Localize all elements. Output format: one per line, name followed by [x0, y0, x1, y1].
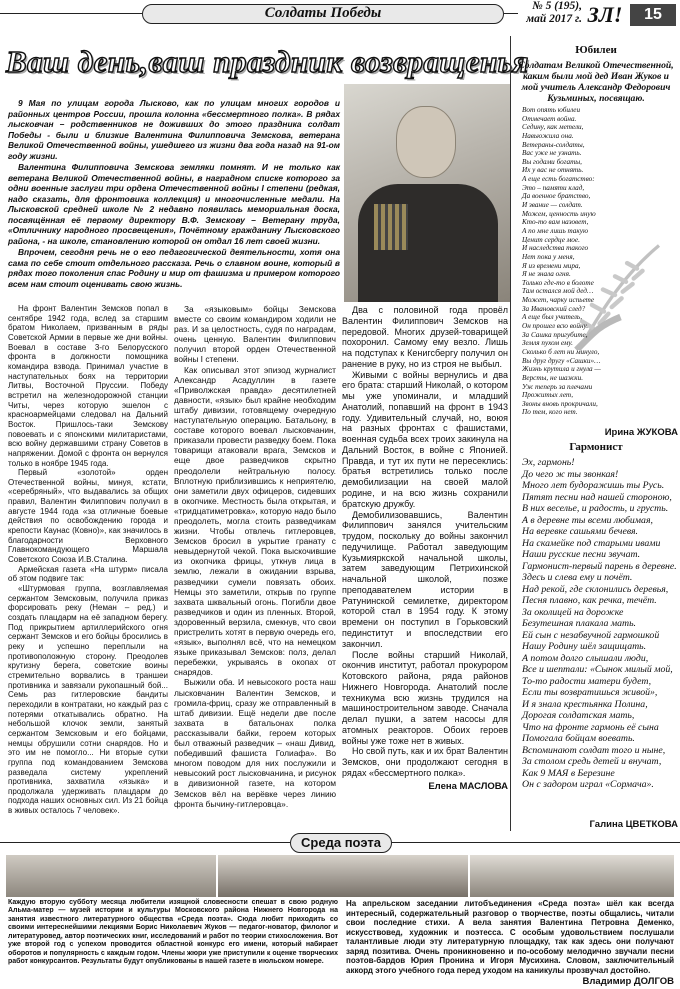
poem-dedication: Солдатам Великой Отечественной, каким были мой дед Иван Жуков и мой учитель Александр Федорович Кузьминых, посвящаю.: [518, 60, 674, 104]
body-paragraph: После войны старший Николай, окончив институт, работал прокурором Котовского района, ряда районов Нижнего Новгорода. Анатолий после техникума всю жизнь трудился на машиностроительном заводе. Сначала делал пушки, а затем насосы для атомных реакторов. Обоих героев войны уже тоже нет в живых.: [342, 649, 508, 746]
poem-jubilee: [522, 106, 678, 417]
poem-line: Ценит сердце мое.: [522, 235, 580, 244]
poem-garmonist: [522, 457, 678, 791]
poem-line: Песня плавно, как речка, течёт.: [522, 595, 657, 606]
poem-line: Седину, как метели,: [522, 123, 584, 132]
poem-line: Много лет будоражишь ты Русь.: [522, 480, 665, 491]
body-paragraph: «Штурмовая группа, возглавляемая сержантом Земсковым, получила приказ форсировать реку (Неман – ред.) и создать плацдарм на её западном берегу. Под прикрытием артиллерийского огня сержант Земсков и его бойцы бросились в реку и успешно переплыли на противоположную сторону. Преодолев крутизну берега, советские воины стремительно ворвались в траншеи противника и завязали рукопашный бой... Семь раз гитлеровские бандиты переходили в контратаки, но каждый раз с потерями откатывались обратно. На небольшой клочок земли, занятый сержантом Земсковым и его бойцами, немцы обрушили сотни снарядов. Но и это им не помогло... Ни вторые сутки группа под командованием Земскова разведала систему укреплений противника, захватила «языка» и продолжала удерживать плацдарм до подхода наших основных сил. Из 21 бойца в живых осталось 7 человек».: [8, 584, 168, 816]
poem-line: Может, чарку испьете: [522, 296, 595, 305]
poem-line: Да военное братство,: [522, 192, 591, 201]
poem-line: А потом долго слышали люди,: [522, 652, 649, 664]
poem-line: На скамейке под старыми ивами: [522, 537, 661, 549]
poem-line: До чего ж ты звонкая!: [522, 468, 619, 480]
article-lead: [8, 98, 340, 290]
poem-line: Над рекой, где склонились деревья,: [522, 583, 669, 595]
poem-line: Там остался мой дед…: [522, 287, 594, 296]
caption-right: На апрельском заседании литобъединения «Среда поэта» шёл как всегда интересный, содержательный разговор о творчестве, поэты общались, читали свои последние стихи. А вела занятия Валентина Петровна Деменко, искусствовед, художник и поэтесса. С особым удовольствием послушали талантливые люди эту литературную площадку, так как здесь они получают заряд позитива. Очень проникновенно и по-особому мелодично звучали песни поэтов-бардов Юрия Пронина и Игоря Мусихина. Словом, заключительный аккорд этого учебного года перед уходом на каникулы прозвучал достойно.: [346, 899, 674, 975]
poem-line: Сколько б лет ни минуло,: [522, 347, 600, 356]
poem-line: На веревке сашьями бечевя.: [522, 526, 638, 537]
poem-line: Что на фронте гармонь её сына: [522, 721, 659, 733]
article-author: Елена МАСЛОВА: [428, 780, 508, 792]
poem-author-zhukova: Ирина ЖУКОВА: [604, 427, 678, 438]
body-paragraph: На фронт Валентин Земсков попал в сентябре 1942 года, вслед за старшим братом Николаем, призванным в ряды Советской Армии в первые же дни войны. Воевал в составе 3-го Белорусского фронта в должности помощника командира взвода. Принимал участие в наступательных боях на территории Литвы, Восточной Пруссии. Победу встретил на железнодорожной станции Читы, через которую эшелон с красноармейцами следовал на Дальний Восток. Пришлось-таки Земскову повоевать и с японскими милитаристами, всю войну державшими страну Советов в напряжении. Домой с фронта он вернулся только в ноябре 1945 года.: [8, 304, 168, 468]
poem-line: Вспоминают солдат того и ныне,: [522, 744, 666, 756]
poem-line: За Ивановский след?: [522, 304, 586, 313]
poem-line: Нашу Родину шёл защищать.: [522, 641, 647, 652]
poem-line: Вы годами богаты,: [522, 157, 582, 166]
poem-line: Навьюжила она.: [522, 131, 574, 140]
poem-line: А по мне лишь такую: [522, 226, 589, 235]
poem-title-jubilee: Юбилеи: [575, 44, 617, 56]
poem-line: Все и шептали: «Сынок милый мой,: [522, 664, 673, 675]
poem-title-garmonist: Гармонист: [569, 441, 623, 453]
poem-line: Версты, не шажки.: [522, 373, 584, 382]
poem-line: И наследства такого: [522, 244, 589, 253]
body-paragraph: Живыми с войны вернулись и два его брата: старший Николай, о котором мы уже упоминали, и младший Анатолий, попавший на фронт в 1943 году. Удивительный случай, но, воюя на разных фронтах с фашистами, военная судьба всех троих закинула на Дальний Восток, в войне с Японией. Правда, и тут их пути не пересеклись: братья встретились только после демобилизации на своей малой родине, и на всю жизнь сохранили братскую дружбу.: [342, 369, 508, 509]
issue-number: № 5 (195),: [532, 0, 582, 12]
body-paragraph: Выжили оба. И невысокого роста наш лысковчанин Валентин Земсков, и громила-фриц, сразу же отправленный в штаб дивизии. Ещё недели две после захвата в батальонах полка рассказывали байки, героем которых был отважный разведчик – «наш Дивид, победивший фашиста Голиафа». Во многом поводом для них послужили и невысокий рост лысковчанина, и рисунок в дивизионной газете, на котором Земсков вёл на верёвке через линию фронта бычину-гитлеровца».: [174, 677, 336, 809]
lead-paragraph: Впрочем, сегодня речь не о его педагогической деятельности, хотя она сама по себе стоит отдельного рассказа. Речь о славном воине, который в рядах того поколения спас Родину и мир от фашизма и примером которого всем нам стоит оценивать свою жизнь.: [8, 247, 340, 289]
band-rule-left: [0, 842, 290, 843]
poem-line: Жизнь крутила и гнула —: [522, 365, 601, 374]
caption-left: Каждую вторую субботу месяца любители изящной словесности спешат в свою родную Альма-матер — музей истории и культуры Московского района Нижнего Новгорода на занятия известного литературного общества «Среда поэта». Сюда любит приходить со своими интереснейшими лекциями Борис Николаевич Жуков — педагог-новатор, филолог и литературовед, автор поэтических книг, исследований и работ по теории стихосложения. Вот уже второй год с успехом проводится областной конкурс его имени, который набирает оборотов и популярность с каждым годом. Члены жюри уже приступили к оценке творческих работ конкурсантов. Результаты будут опубликованы в нашей газете в июльском номере.: [8, 899, 338, 966]
poem-line: Только где-то в болоте: [522, 278, 594, 287]
photo-face: [396, 106, 456, 178]
poem-line: Звоны вновь прокричали,: [522, 399, 598, 408]
band-rule-right: [392, 842, 680, 843]
poem-line: В них веселье, и радость, и грусть.: [522, 503, 669, 514]
poem-line: Он прошел всю войну.: [522, 322, 589, 331]
poem-line: Отмечает война.: [522, 114, 577, 123]
veteran-portrait-photo: [344, 84, 510, 302]
poem-line: Их у вас не отнять.: [522, 166, 584, 175]
article-column-2: [174, 304, 336, 809]
issue-date: май 2017 г.: [526, 13, 582, 25]
poem-line: Кто-то вам назовет,: [522, 218, 589, 227]
page-header: [0, 0, 680, 30]
poem-line: Помогала бойцам воевать.: [522, 733, 635, 744]
poem-line: Гармонист-первый парень в деревне.: [522, 560, 677, 572]
poem-line: Прожитых лет,: [522, 391, 574, 400]
poem-line: Безутешная плакала мать.: [522, 618, 636, 629]
poem-line: За околицей на дорожке: [522, 606, 624, 618]
section-title: Солдаты Победы: [142, 4, 504, 24]
poem-line: Если ты возвратишься живой»,: [522, 687, 658, 698]
poem-line: Я из времени мира,: [522, 261, 581, 270]
collage-photo-audience: [6, 855, 216, 897]
body-paragraph: За «языковым» бойцы Земскова вместе со своим командиром ходили не раз. И за целостность, судя по наградам, очень ценную. Валентин Филиппович получил второй орден Отечественной войны I степени.: [174, 304, 336, 365]
article-column-1: [8, 304, 168, 816]
article-headline: Ваш день,ваш праздник возвращенья: [6, 44, 529, 79]
header-rule-right: [504, 13, 518, 14]
poem-line: Ей сын с незабвучной гармошкой: [522, 629, 660, 641]
sreda-author: Владимир ДОЛГОВ: [582, 976, 674, 987]
poem-line: По тем, кого нет.: [522, 408, 578, 417]
poem-line: Вас уже не узнать.: [522, 149, 582, 158]
poem-line: А еще есть богатство:: [522, 175, 595, 184]
sreda-section-title: Среда поэта: [290, 833, 392, 853]
body-paragraph: Как описывал этот эпизод журналист Александр Асадуллин в газете «Приволжская правда» десятилетней давности, «язык» был крайне необходим штабу дивизии, готовящему очередную наступательную операцию. Батальону, в составе которого воевал лысковчанин, приказали провести разведку боем. Пока товарищи атаковали врага, Земсков и еще двое разведчиков скрытно преодолели нейтральную полосу. Вплотную приблизившись к неприятелю, они заметили двух офицеров, сидевших в окопчике. Местность была открытая, и «тридцатиметровка», которую надо было преодолеть, могла стоить разведчикам жизни. Чтобы отвлечь гитлеровцев, Земсков бросил в укрытие гранату с невыдернутой чекой. Пока выскочившие из окопчика фрицы, уткнув лица в землю, лежали в ожидании взрыва, разведчики сумели повязать обоих. Немцы это заметили, открыв по группе захвата шквальный огонь. Погибли двое разведчиков и один из пленных. Второй, здоровенный верзила, смекнув, что свои пристрелить хотят в первую очередь его, «язык», выполнял всё, что на немецком языке приказывал Земсков: полз, делал перебежки, укрываясь в окопах от снарядов.: [174, 364, 336, 678]
poem-line: И я знала крестьянка Полина,: [522, 698, 648, 710]
poem-line: А еще был учитель,: [522, 313, 582, 322]
poem-line: Эх, гармонь!: [522, 457, 575, 468]
newspaper-logo: ЗЛ!: [587, 2, 623, 27]
poem-line: Ветераны-солдаты,: [522, 140, 585, 149]
poem-line: Это – памяти клад,: [522, 183, 585, 192]
article-column-3: [342, 305, 508, 792]
issue-info: [518, 0, 582, 26]
poem-line: Наши русские песни звучат.: [522, 549, 641, 560]
body-paragraph: Два с половиной года провёл Валентин Филиппович Земсков на передовой. Многих друзей-товарищей похоронил. Самому ему везло. Лишь на подступах к Кенигсбергу получил он ранение в руку, но из строя не выбыл.: [342, 305, 508, 369]
poem-line: И звание — солдат.: [522, 201, 583, 210]
sreda-section-band: [0, 833, 680, 853]
body-paragraph: Демобилизовавшись, Валентин Филиппович занялся учительским трудом, поскольку до войны закончил педучилище. Работал заведующим Кузьмияркской начальной школы, затем заведующим Петрихинской начальной школой, позже преподавателем истории в Ратунинской семилетке, директором которой стал в 1954 году. К этому времени он поступил в Горьковский пединститут и впоследствии его закончил.: [342, 509, 508, 649]
poem-line: Пятят песни над нашей стороною,: [522, 491, 672, 503]
page-number: 15: [630, 4, 676, 26]
lead-paragraph: 9 Мая по улицам города Лысково, как по улицам многих городов и районных центров России, прошла колонна «бессмертного полка». В рядах лысковчан – родственников не доживших до этого праздника солдат Победы - были и близкие Валентина Филипповича Земскова, ветерана Великой Отечественной войны, ушедшего из жизни два года назад на 91-ом году жизни.: [8, 98, 340, 161]
body-paragraph: Первый «золотой» орден Отечественной войны, минуя, кстати, «серебряный», что выдавались за общих правил, Валентин Филиппович получил в августе 1944 года «за отличные боевые действия по освобождению города и крепости Каунас (Ковно)», как значилось в благодарности Верховного Главнокомандующего Маршала Советского Союза И.В.Сталина.: [8, 468, 168, 565]
collage-photo-bards: [218, 855, 468, 897]
poem-line: За столом средь детей и внучат,: [522, 756, 662, 767]
poem-line: Дорогая солдатская мать,: [522, 710, 635, 721]
poem-line: Здесь и слева ему и почёт.: [522, 572, 633, 583]
column-divider: [510, 36, 511, 831]
poem-line: Вот опять юбилеи: [522, 106, 581, 114]
lead-paragraph: Валентина Филипповича Земскова земляки помнят. И не только как ветерана Великой Отечественной войны, в наградном списке которого за одни военные заслуги три ордена Отечественной войны I степени (редкая, надо сказать, для фронтовика коллекция) и многочисленные медали. На Лысковской средней школе № 2 недавно появилась мемориальная доска, посвящённая её первому директору В.Ф. Земскову – Ветерану труда, «Отличнику народного просвещения», Почётному гражданину Лысковского района, - на школе, становлению которой он отдал 16 лет своей жизни.: [8, 162, 340, 246]
poem-line: За Сашка пригубите,: [522, 330, 588, 339]
body-paragraph: Но свой путь, как и их брат Валентин Земсков, они продолжают сегодня в рядах «бессмертного полка».: [342, 746, 508, 778]
sreda-captions: [6, 899, 674, 987]
poem-line: Уж теперь за плечами: [522, 382, 593, 391]
poem-line: То-то радости матери будет,: [522, 675, 652, 687]
poem-line: Можем, ценность иную: [522, 209, 596, 218]
poem-line: Он с задором играл «Сормача».: [522, 779, 654, 790]
body-paragraph: Армейская газета «На штурм» писала об этом подвиге так:: [8, 564, 168, 584]
photo-medals: [374, 204, 408, 250]
poem-author-tsvetkova: Галина ЦВЕТКОВА: [589, 819, 678, 830]
poem-line: А в деревне ты всеми любимая,: [522, 514, 653, 526]
poem-line: Земля пухом ему.: [522, 339, 573, 348]
poem-line: Я не знала огня.: [522, 270, 571, 279]
poem-line: Как 9 МАЯ в Березине: [522, 767, 615, 779]
collage-strip: [6, 855, 674, 897]
poem-line: Нет пока у меня,: [522, 252, 575, 261]
header-rule-left: [0, 13, 142, 14]
collage-photo-speaker: [470, 855, 674, 897]
poem-line: Вы друг другу «Сашки»…: [522, 356, 601, 365]
